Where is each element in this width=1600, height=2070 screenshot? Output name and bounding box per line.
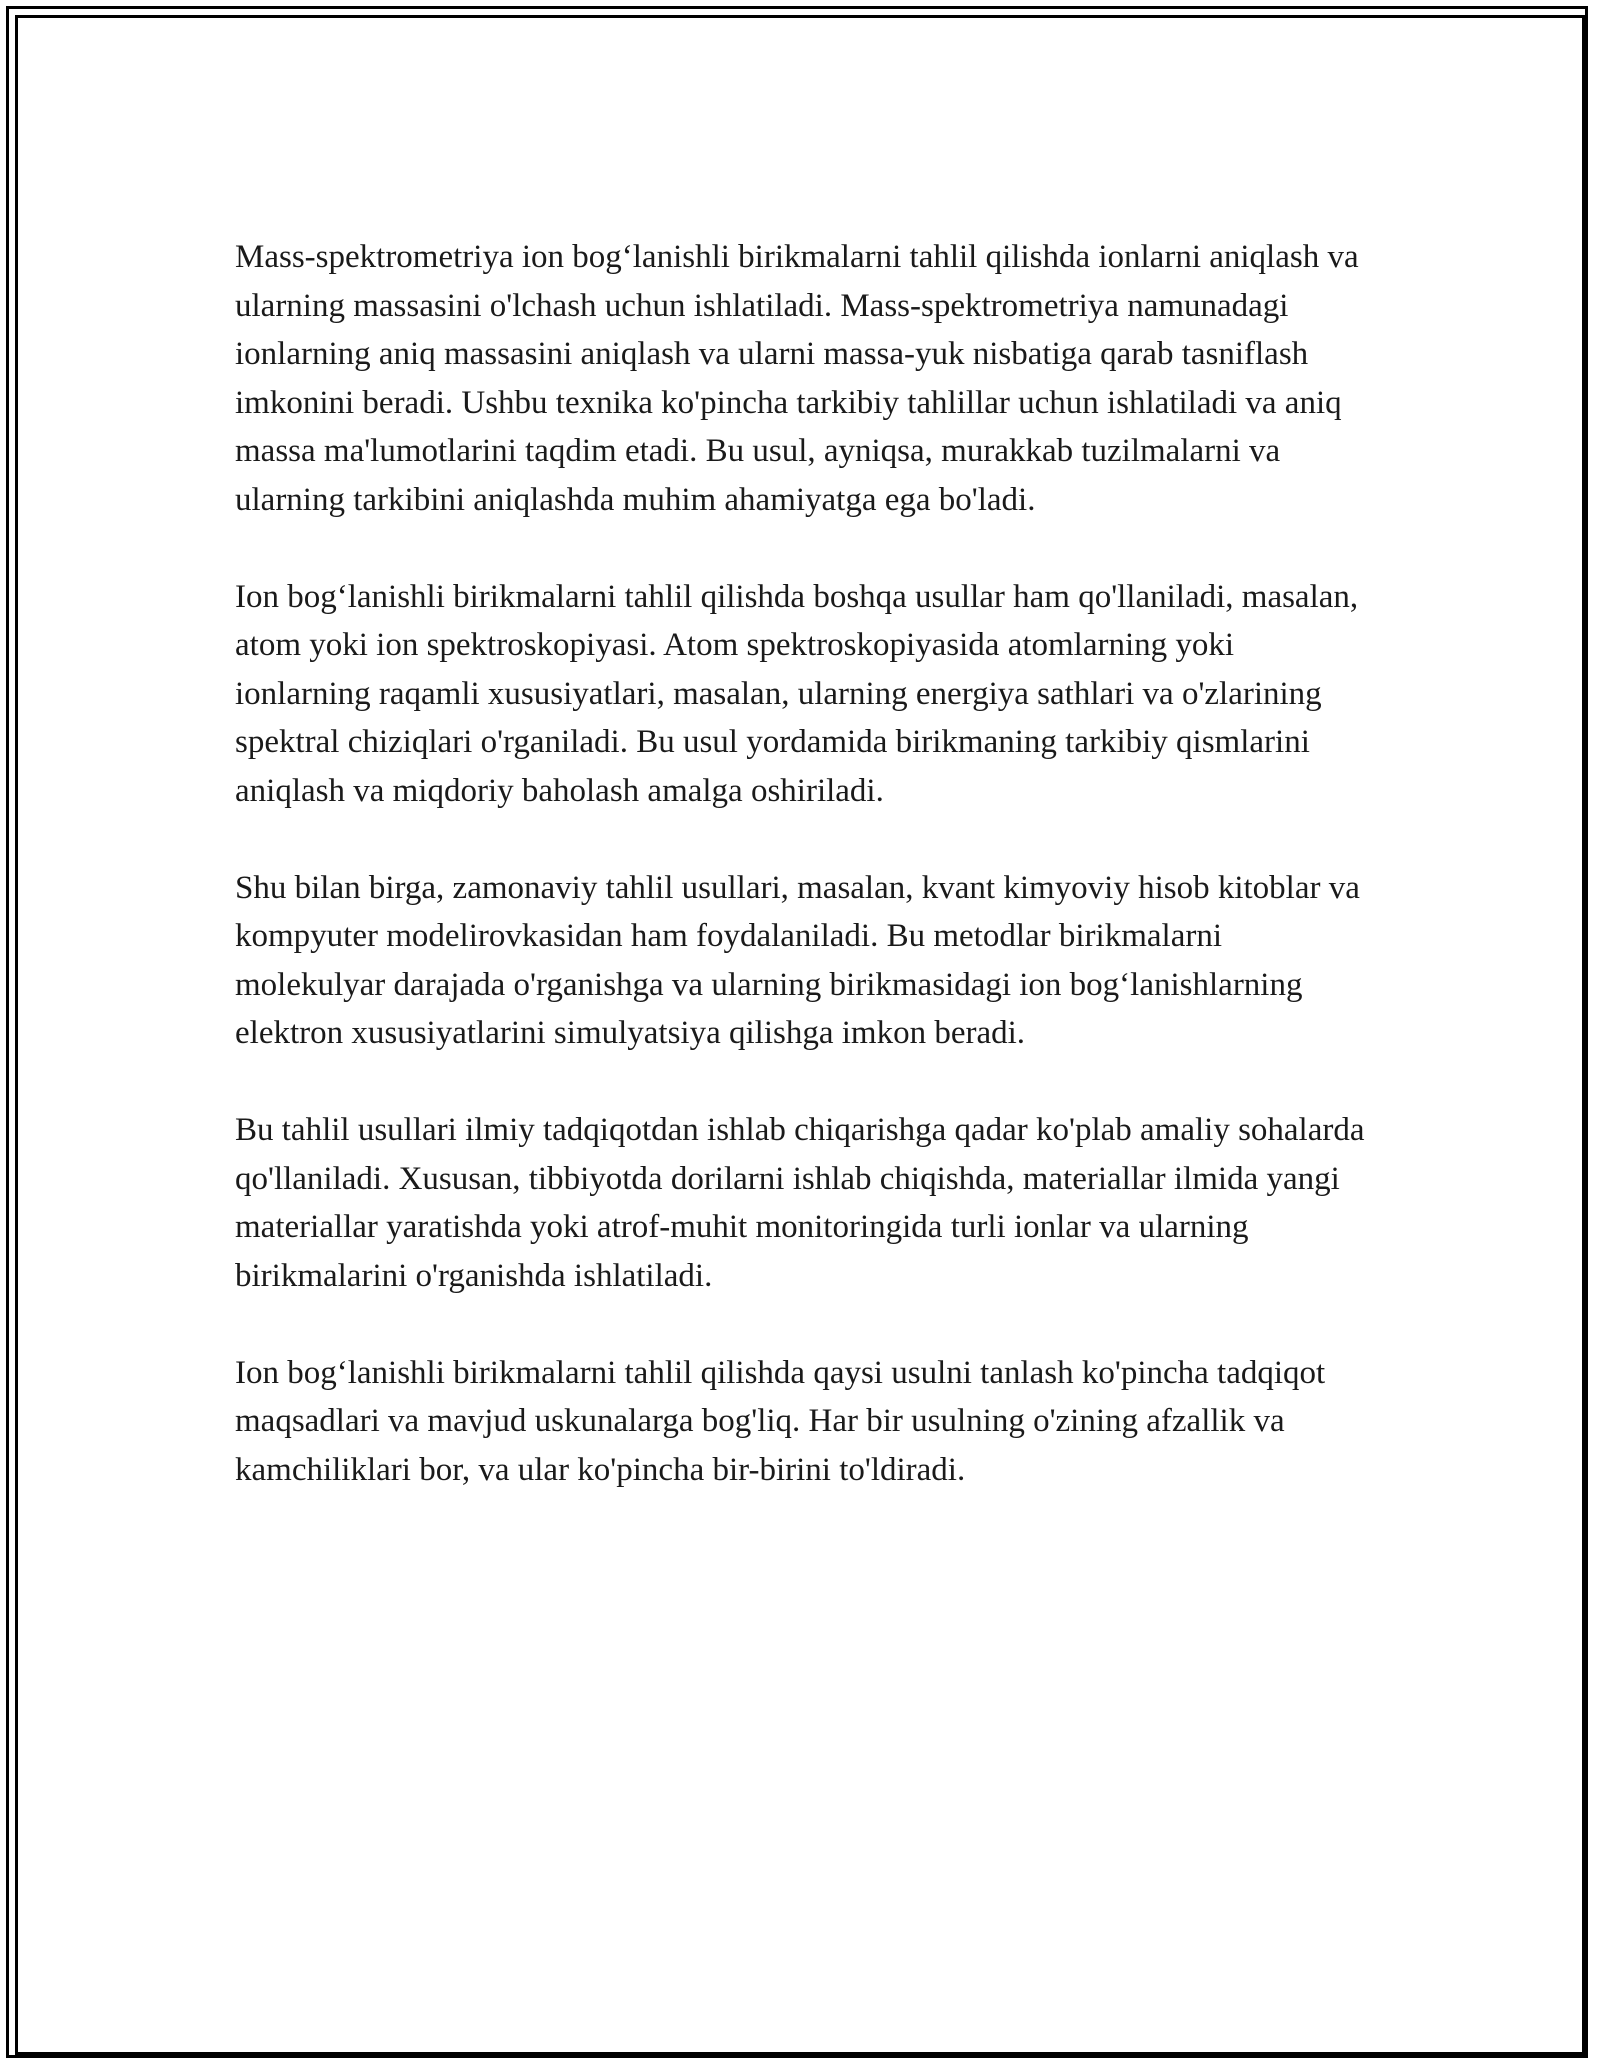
paragraph-modern-methods: Shu bilan birga, zamonaviy tahlil usullari, masalan, kvant kimyoviy hisob kitoblar va kompyuter modelirovkasidan ham foydalaniladi. Bu metodlar birikmalarni molekulyar darajada o'rganishga va ularning birikmasidagi ion bog‘lanishlarning elektron xususiyatlarini simulyatsiya qilishga imkon beradi. xyxy=(235,869,1360,1051)
paragraph-spectroscopy: Ion bog‘lanishli birikmalarni tahlil qilishda boshqa usullar ham qo'llaniladi, masalan, atom yoki ion spektroskopiyasi. Atom spektroskopiyasida atomlarning yoki ionlarning raqamli xususiyatlari, masalan, ularning energiya sathlari va o'zlarining spektral chiziqlari o'rganiladi. Bu usul yordamida birikmaning tarkibiy qismlarini aniqlash va miqdoriy baholash amalga oshiriladi. xyxy=(235,578,1359,809)
document-body xyxy=(235,233,1365,1494)
paragraph-applications: Bu tahlil usullari ilmiy tadqiqotdan ishlab chiqarishga qadar ko'plab amaliy sohalarda qo'llaniladi. Xususan, tibbiyotda dorilarni ishlab chiqishda, materiallar ilmida yangi materiallar yaratishda yoki atrof-muhit monitoringida turli ionlar va ularning birikmalarini o'rganishda ishlatiladi. xyxy=(235,1112,1365,1294)
paragraph-method-choice: Ion bog‘lanishli birikmalarni tahlil qilishda qaysi usulni tanlash ko'pincha tadqiqot maqsadlari va mavjud uskunalarga bog'liq. Har bir usulning o'zining afzallik va kamchiliklari bor, va ular ko'pincha bir-birini to'ldiradi. xyxy=(235,1354,1326,1488)
paragraph-mass-spectrometry: Mass-spektrometriya ion bog‘lanishli birikmalarni tahlil qilishda ionlarni aniqlash va ularning massasini o'lchash uchun ishlatiladi. Mass-spektrometriya namunadagi ionlarning aniq massasini aniqlash va ularni massa-yuk nisbatiga qarab tasniflash imkonini beradi. Ushbu texnika ko'pincha tarkibiy tahlillar uchun ishlatiladi va aniq massa ma'lumotlarini taqdim etadi. Bu usul, ayniqsa, murakkab tuzilmalarni va ularning tarkibini aniqlashda muhim ahamiyatga ega bo'ladi. xyxy=(235,239,1359,518)
